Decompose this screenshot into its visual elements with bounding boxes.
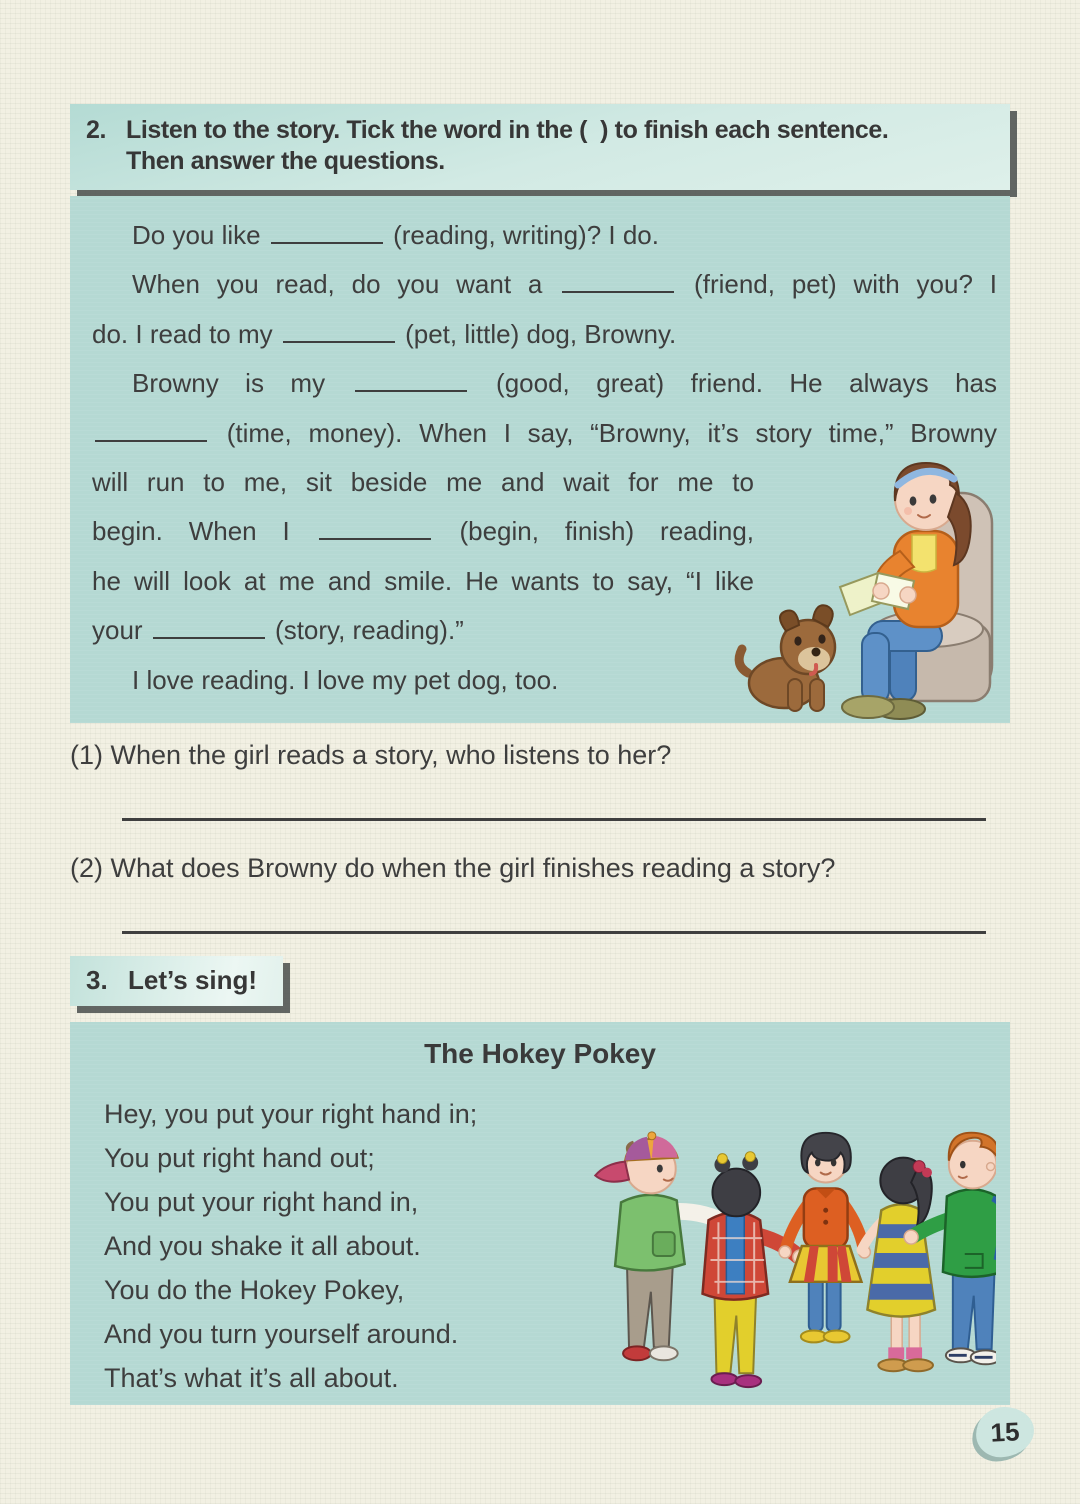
song-title: The Hokey Pokey <box>424 1038 656 1069</box>
story-line: I love reading. I love my pet dog, too. <box>132 664 559 695</box>
questions-block <box>70 738 1010 964</box>
question-text: (1) When the girl reads a story, who listens to her? <box>70 740 672 770</box>
lyric-line: That’s what it’s all about. <box>104 1363 399 1393</box>
children-illustration <box>566 1105 996 1403</box>
section-2-title-line2: Then answer the questions. <box>126 147 445 175</box>
answer-line[interactable] <box>122 818 986 821</box>
section-2-header <box>70 104 1010 190</box>
page-number-label: 15 <box>989 1415 1021 1448</box>
answer-line[interactable] <box>122 931 986 934</box>
lyric-line: You do the Hokey Pokey, <box>104 1275 405 1305</box>
section-3-header <box>70 956 283 1006</box>
story-line: your (story, reading).” <box>92 615 464 646</box>
story-line: When you read, do you want a (friend, pet) with you? I <box>132 269 997 300</box>
song-panel <box>70 1022 1010 1405</box>
story-line: begin. When I (begin, finish) reading, <box>92 516 754 547</box>
song-lyrics <box>104 1092 477 1400</box>
story-line: (time, money). When I say, “Browny, it’s story time,” Browny <box>92 409 997 458</box>
section-2-number: 2. <box>86 116 107 144</box>
story-line: Do you like (reading, writing)? I do. <box>132 220 659 250</box>
fill-in-blank[interactable] <box>271 220 383 244</box>
girl-reading-illustration <box>732 435 1004 723</box>
section-3-title: Let’s sing! <box>128 965 258 995</box>
section-3-number: 3. <box>86 965 108 995</box>
page-number <box>975 1406 1036 1459</box>
fill-in-blank[interactable] <box>95 418 207 442</box>
story-line: will run to me, sit beside me and wait for me to <box>92 466 754 497</box>
lyric-line: And you shake it all about. <box>104 1231 421 1261</box>
fill-in-blank[interactable] <box>283 319 395 343</box>
lyric-line: You put your right hand in, <box>104 1187 419 1217</box>
story-panel <box>70 196 1010 723</box>
fill-in-blank[interactable] <box>355 368 467 392</box>
child-girl-plaid <box>703 1152 807 1387</box>
lyric-line: Hey, you put your right hand in; <box>104 1099 478 1129</box>
section-2-title-line1: Listen to the story. Tick the word in the ( ) to finish each sentence. <box>126 116 889 144</box>
child-girl-striped-dress <box>861 1158 952 1372</box>
question-text: (2) What does Browny do when the girl finishes reading a story? <box>70 853 836 883</box>
child-girl-orange <box>779 1133 870 1343</box>
puppy-figure <box>739 605 835 711</box>
story-line: do. I read to my (pet, little) dog, Browny. <box>92 318 677 349</box>
fill-in-blank[interactable] <box>153 615 265 639</box>
story-line: he will look at me and smile. He wants to say, “I like <box>92 565 754 596</box>
lyric-line: And you turn yourself around. <box>104 1319 459 1349</box>
story-line: Browny is my (good, great) friend. He always has <box>132 368 997 399</box>
lyric-line: You put right hand out; <box>104 1143 375 1173</box>
fill-in-blank[interactable] <box>319 516 431 540</box>
fill-in-blank[interactable] <box>562 269 674 293</box>
